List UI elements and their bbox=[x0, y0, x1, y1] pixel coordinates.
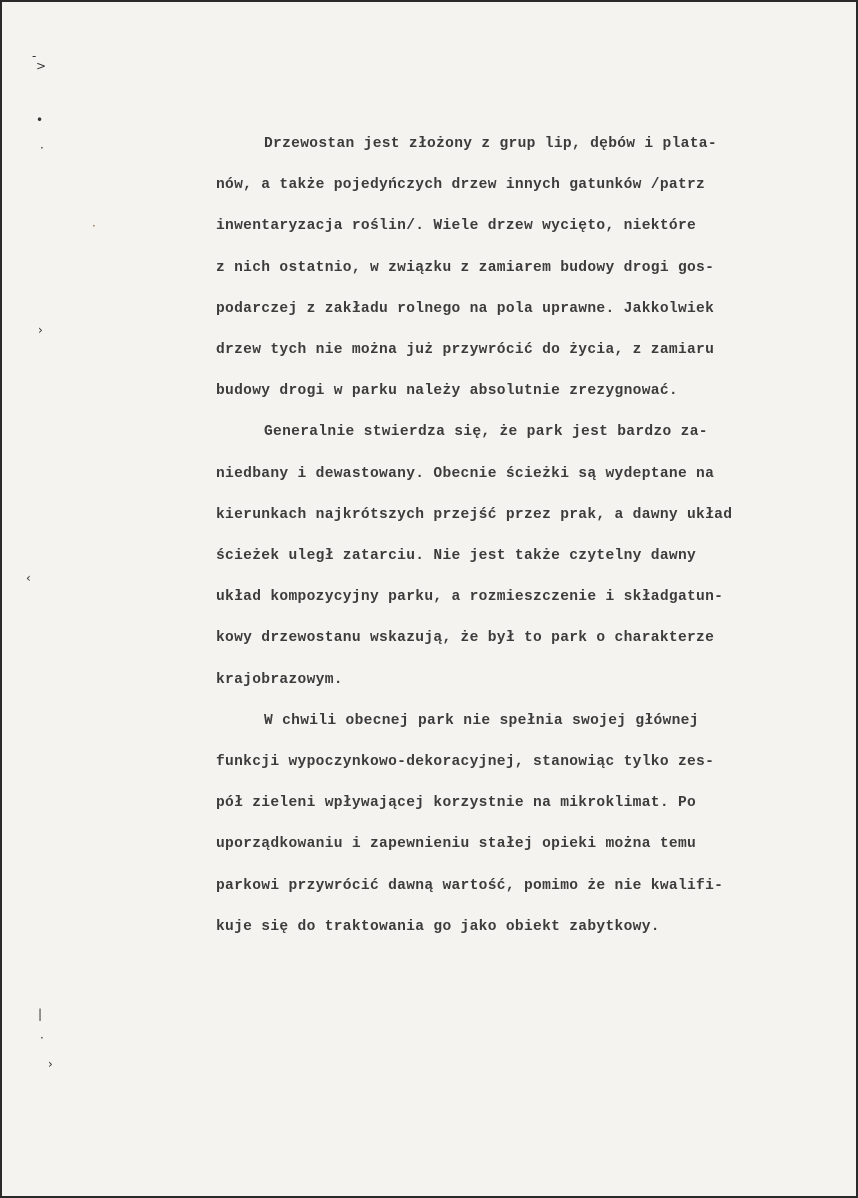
text-line: krajobrazowym. bbox=[216, 671, 343, 688]
text-line: kierunkach najkrótszych przejść przez prak, a dawny układ bbox=[216, 506, 733, 523]
text-line: kowy drzewostanu wskazują, że był to park o charakterze bbox=[216, 630, 715, 647]
scan-mark: › bbox=[48, 1057, 53, 1071]
text-line: funkcji wypoczynkowo-dekoracyjnej, stanowiąc tylko zes- bbox=[216, 754, 715, 771]
text-line: inwentaryzacja roślin/. Wiele drzew wycięto, niektóre bbox=[216, 218, 697, 235]
text-line: Generalnie stwierdza się, że park jest bardzo za- bbox=[264, 424, 708, 441]
scan-mark: > bbox=[36, 59, 47, 73]
text-line: nów, a także pojedyńczych drzew innych gatunków /patrz bbox=[216, 177, 706, 194]
text-line: W chwili obecnej park nie spełnia swojej głównej bbox=[264, 712, 699, 729]
scan-mark: · bbox=[40, 141, 44, 155]
text-line: budowy drogi w parku należy absolutnie zrezygnować. bbox=[216, 383, 678, 400]
text-line: parkowi przywrócić dawną wartość, pomimo że nie kwalifi- bbox=[216, 877, 724, 894]
scan-mark: - bbox=[32, 49, 37, 63]
paragraph bbox=[216, 701, 788, 948]
text-line: niedbany i dewastowany. Obecnie ścieżki są wydeptane na bbox=[216, 465, 715, 482]
text-line: układ kompozycyjny parku, a rozmieszczenie i składgatun- bbox=[216, 589, 724, 606]
scan-mark: ‹ bbox=[26, 571, 31, 585]
text-line: z nich ostatnio, w związku z zamiarem budowy drogi gos- bbox=[216, 259, 715, 276]
text-line: Drzewostan jest złożony z grup lip, dębów i plata- bbox=[264, 136, 717, 152]
text-line: drzew tych nie można już przywrócić do życia, z zamiaru bbox=[216, 342, 715, 359]
text-line: ścieżek uległ zatarciu. Nie jest także czytelny dawny bbox=[216, 548, 697, 565]
scan-mark: • bbox=[36, 113, 44, 127]
scan-mark: › bbox=[38, 323, 43, 337]
text-line: pół zieleni wpływającej korzystnie na mikroklimat. Po bbox=[216, 795, 697, 812]
text-line: podarczej z zakładu rolnego na pola uprawne. Jakkolwiek bbox=[216, 300, 715, 317]
text-line: kuje się do traktowania go jako obiekt zabytkowy. bbox=[216, 918, 660, 935]
scan-mark: | bbox=[38, 1007, 43, 1021]
scan-mark: · bbox=[40, 1031, 44, 1045]
paragraph bbox=[216, 124, 788, 412]
scan-mark: · bbox=[92, 219, 96, 233]
paragraph bbox=[216, 412, 788, 700]
text-line: uporządkowaniu i zapewnieniu stałej opieki można temu bbox=[216, 836, 697, 853]
body-text bbox=[216, 124, 788, 948]
